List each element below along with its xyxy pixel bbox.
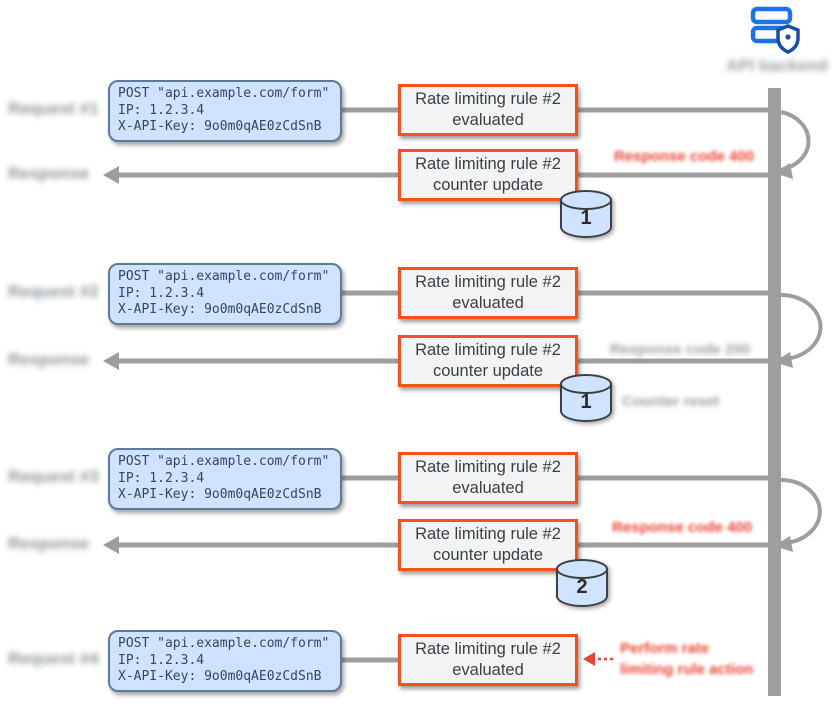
rule-evaluated-box-1 <box>398 84 578 136</box>
rule-box-line: counter update <box>432 362 544 380</box>
request-method-line: POST "api.example.com/form" <box>118 86 330 101</box>
annotation-response-code-3: Response code 400 <box>612 519 753 536</box>
annotation-rule-action-line2: limiting rule action <box>620 661 754 678</box>
rule-action-arrow <box>583 652 613 666</box>
counter-value: 1 <box>580 391 592 413</box>
counter-value: 2 <box>576 576 588 598</box>
request-payload-box-3 <box>108 448 342 510</box>
counter-database-icon-2 <box>560 374 612 424</box>
request-ip-line: IP: 1.2.3.4 <box>118 102 205 118</box>
lane-label-request-4: Request #4 <box>8 649 99 668</box>
request-payload-box-2 <box>108 263 342 325</box>
rate-limit-rules-icon <box>750 4 802 56</box>
lane-label-request-3: Request #3 <box>8 467 99 486</box>
rule-box-line: Rate limiting rule #2 <box>415 90 561 109</box>
lane-label-request-1: Request #1 <box>8 99 99 118</box>
rule-evaluated-box-2 <box>398 267 578 319</box>
request-apikey-line: X-API-Key: 9o0m0qAE0zCdSnB <box>118 669 322 685</box>
annotation-response-code-1: Response code 400 <box>614 148 755 165</box>
rule-box-line: Rate limiting rule #2 <box>415 155 561 174</box>
lane-label-response-2: Response <box>8 350 90 369</box>
rule-evaluated-box-4 <box>398 634 578 686</box>
rule-box-line: Rate limiting rule #2 <box>415 525 561 544</box>
rule-box-line: evaluated <box>452 479 524 497</box>
annotation-response-code-2: Response code 200 <box>610 341 751 358</box>
lane-label-request-2: Request #2 <box>8 282 99 301</box>
rule-box-line: Rate limiting rule #2 <box>415 341 561 360</box>
request-method-line: POST "api.example.com/form" <box>118 636 330 651</box>
counter-update-box-1 <box>398 149 578 201</box>
rule-box-line: counter update <box>432 546 544 564</box>
request-method-line: POST "api.example.com/form" <box>118 454 330 469</box>
rule-box-line: evaluated <box>452 661 524 679</box>
counter-value: 1 <box>580 207 592 229</box>
rule-box-line: Rate limiting rule #2 <box>415 458 561 477</box>
annotation-rule-action-line1: Perform rate <box>620 640 710 657</box>
annotation-counter-note: Counter reset <box>622 393 720 410</box>
rule-evaluated-box-3 <box>398 452 578 504</box>
request-apikey-line: X-API-Key: 9o0m0qAE0zCdSnB <box>118 119 322 135</box>
request-ip-line: IP: 1.2.3.4 <box>118 652 205 668</box>
rule-box-line: evaluated <box>452 294 524 312</box>
service-caption: API backend <box>725 56 829 75</box>
request-method-line: POST "api.example.com/form" <box>118 269 330 284</box>
request-ip-line: IP: 1.2.3.4 <box>118 285 205 301</box>
service-lifeline-bar <box>768 88 781 696</box>
lane-label-response-1: Response <box>8 164 90 183</box>
rate-limiting-service-icon <box>750 4 802 61</box>
request-payload-box-1 <box>108 80 342 142</box>
request-apikey-line: X-API-Key: 9o0m0qAE0zCdSnB <box>118 487 322 503</box>
rule-box-line: counter update <box>432 176 544 194</box>
rule-box-line: Rate limiting rule #2 <box>415 273 561 292</box>
rule-box-line: Rate limiting rule #2 <box>415 640 561 659</box>
request-payload-box-4 <box>108 630 342 692</box>
counter-update-box-2 <box>398 335 578 387</box>
request-ip-line: IP: 1.2.3.4 <box>118 470 205 486</box>
counter-database-icon-3 <box>556 559 608 609</box>
counter-database-icon-1 <box>560 190 612 240</box>
counter-update-box-3 <box>398 519 578 571</box>
request-apikey-line: X-API-Key: 9o0m0qAE0zCdSnB <box>118 302 322 318</box>
rule-box-line: evaluated <box>452 111 524 129</box>
annotation-rule-action <box>620 638 753 680</box>
lane-label-response-3: Response <box>8 534 90 553</box>
